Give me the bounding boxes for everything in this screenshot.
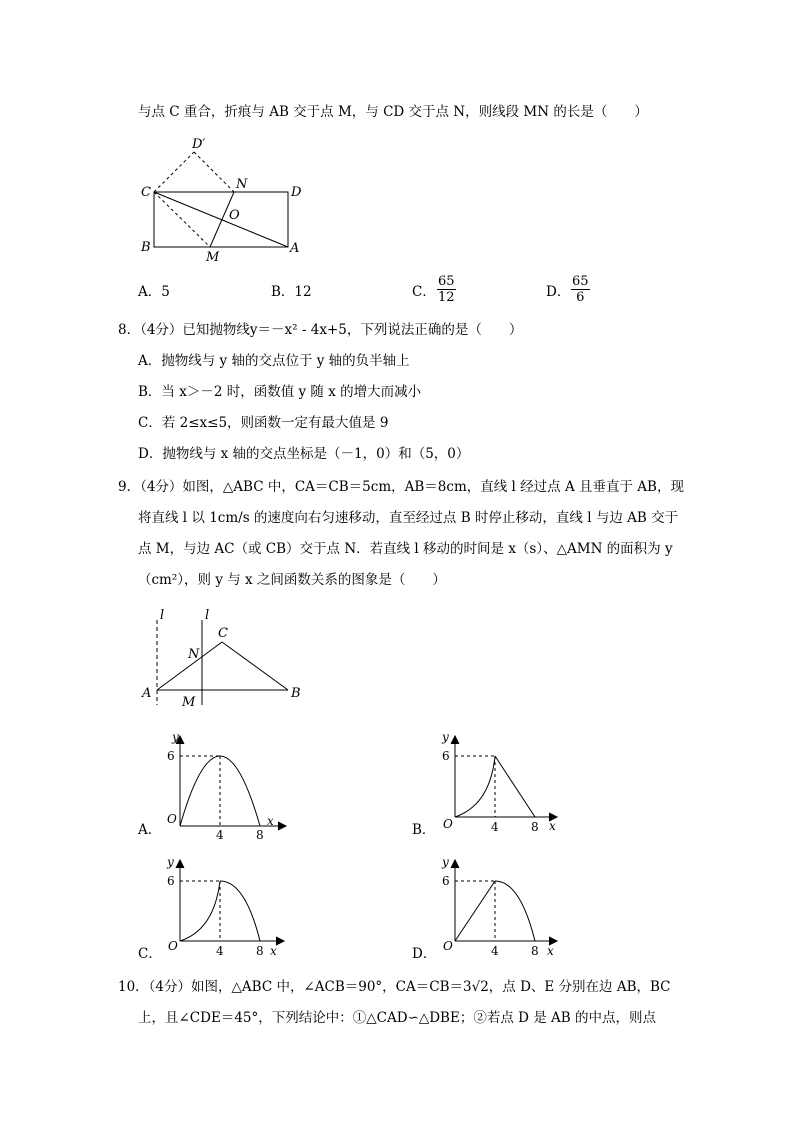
label-a: A xyxy=(142,686,152,701)
svg-text:y: y xyxy=(442,730,449,744)
label-c: C xyxy=(141,185,151,200)
q9-line-4: （cm²），则 y 与 x 之间函数关系的图象是（ ） xyxy=(138,572,446,588)
svg-text:O: O xyxy=(443,939,453,953)
svg-text:O: O xyxy=(168,939,178,953)
svg-text:x: x xyxy=(549,819,556,833)
line-increase xyxy=(455,881,495,941)
q9-line-2: 将直线 l 以 1cm/s 的速度向右匀速移动，直至经过点 B 时停止移动，直线 l 与边 AB 交于 xyxy=(138,510,679,526)
svg-text:4: 4 xyxy=(216,944,224,958)
svg-text:y: y xyxy=(172,730,179,744)
svg-text:4: 4 xyxy=(491,944,499,958)
q9-graph-b-letter: B． xyxy=(412,822,436,838)
svg-text:6: 6 xyxy=(442,874,450,888)
label-m: M xyxy=(182,695,196,710)
q9-graph-a-letter: A． xyxy=(138,822,162,838)
label-l1: l xyxy=(160,608,165,623)
q9-graph-c-letter: C． xyxy=(138,946,162,962)
q8-option-d: D．抛物线与 x 轴的交点坐标是（－1，0）和（5，0） xyxy=(138,446,470,462)
svg-text:8: 8 xyxy=(256,828,264,842)
label-d: D xyxy=(291,185,302,200)
label-c: C xyxy=(218,626,228,641)
svg-text:6: 6 xyxy=(442,749,450,763)
q8-option-b: B．当 x＞－2 时，函数值 y 随 x 的增大而减小 xyxy=(138,384,422,400)
label-b: B xyxy=(291,686,301,701)
svg-text:x: x xyxy=(547,944,554,958)
q8-option-c: C．若 2≤x≤5，则函数一定有最大值是 9 xyxy=(138,415,389,431)
curve-concave xyxy=(495,881,535,941)
svg-text:8: 8 xyxy=(256,944,264,958)
svg-text:y: y xyxy=(442,855,449,869)
label-a: A xyxy=(290,241,300,256)
svg-text:6: 6 xyxy=(167,874,175,888)
q10-line-2: 上，且∠CDE＝45°，下列结论中：①△CAD∽△DBE；②若点 D 是 AB 的中点，则点 xyxy=(138,1010,656,1026)
svg-text:O: O xyxy=(167,812,177,826)
label-m: M xyxy=(206,250,220,265)
q7-option-a: A．5 xyxy=(138,284,170,300)
q7-option-b: B．12 xyxy=(271,284,312,300)
label-d-prime: D′ xyxy=(192,137,206,152)
q9-graph-d-letter: D． xyxy=(412,946,437,962)
q8-stem: 8．（4分）已知抛物线y＝－x² - 4x+5，下列说法正确的是（ ） xyxy=(118,322,523,338)
q9-line-1: 9．（4分）如图，△ABC 中，CA＝CB＝5cm，AB＝8cm，直线 l 经过点 A 且垂直于 AB，现 xyxy=(118,479,684,495)
svg-text:y: y xyxy=(167,855,174,869)
svg-text:O: O xyxy=(443,817,453,831)
q7-option-c-fraction: $\frac{65}{12}$ xyxy=(438,274,455,305)
label-o: O xyxy=(229,208,240,223)
label-l2: l xyxy=(205,608,210,623)
q7-text: 与点 C 重合，折痕与 AB 交于点 M，与 CD 交于点 N，则线段 MN 的长是（ ） xyxy=(138,104,648,120)
label-b: B xyxy=(141,240,151,255)
q10-line-1: 10．（4分）如图，△ABC 中，∠ACB＝90°，CA＝CB＝3√2，点 D、E 分别在边 AB，BC xyxy=(118,979,671,995)
svg-text:x: x xyxy=(270,944,277,958)
svg-text:4: 4 xyxy=(216,828,224,842)
q9-line-3: 点 M，与边 AC（或 CB）交于点 N．若直线 l 移动的时间是 x（s）、△AMN 的面积为 y xyxy=(138,541,673,557)
svg-text:4: 4 xyxy=(491,820,499,834)
label-n: N xyxy=(188,647,200,662)
q7-option-d-fraction: $\frac{65}{6}$ xyxy=(572,274,589,305)
q7-option-c-letter: C． xyxy=(412,284,436,300)
svg-text:x: x xyxy=(267,814,274,828)
svg-text:8: 8 xyxy=(531,944,539,958)
q7-option-d-letter: D． xyxy=(546,284,571,300)
svg-text:8: 8 xyxy=(531,820,539,834)
svg-text:6: 6 xyxy=(167,749,175,763)
label-n: N xyxy=(236,177,248,192)
q8-option-a: A．抛物线与 y 轴的交点位于 y 轴的负半轴上 xyxy=(138,353,410,369)
